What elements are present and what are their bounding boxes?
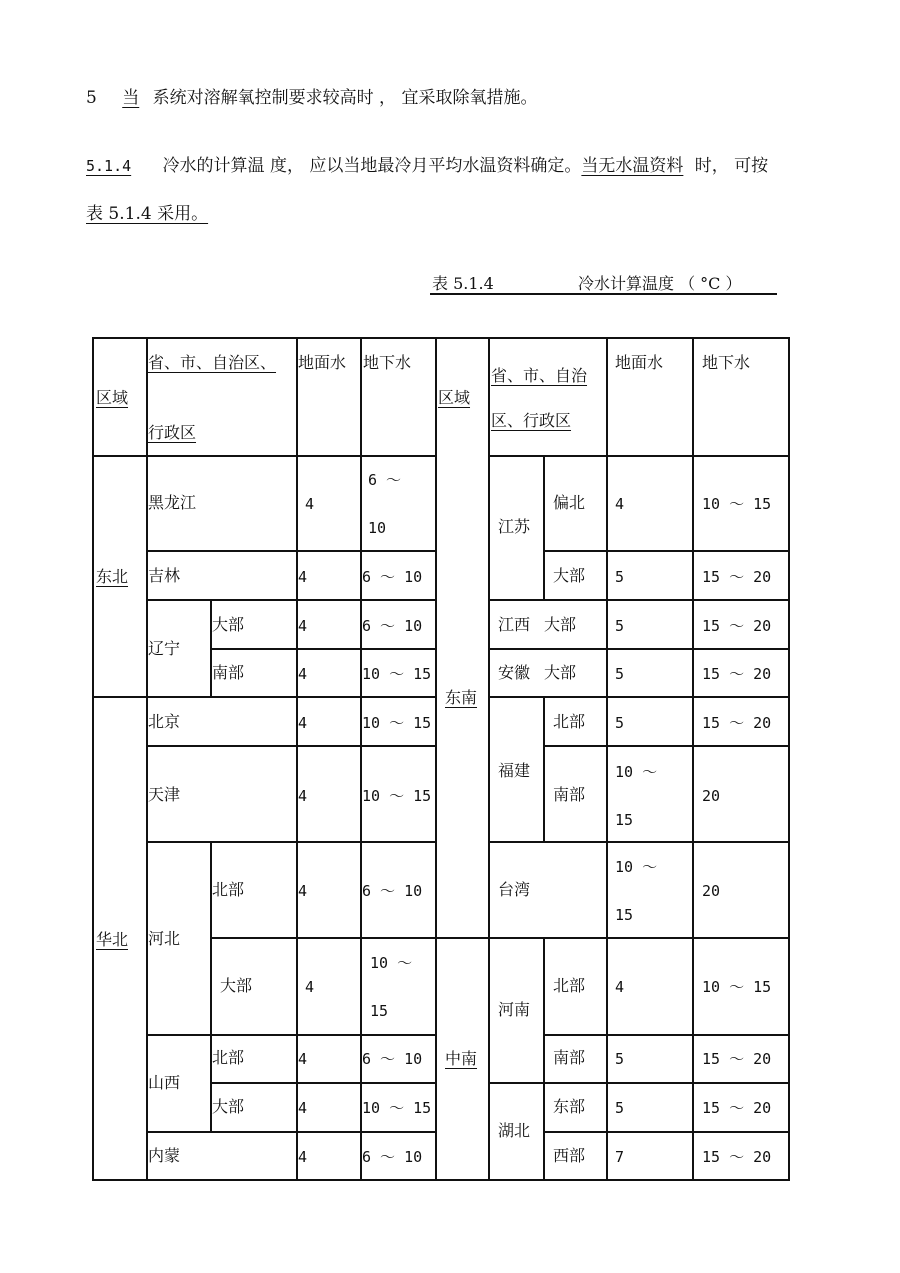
- grid-line: [146, 1034, 436, 1036]
- sub-hubei-xibu: 西部: [553, 1146, 586, 1165]
- ground-jiangxi: 15 ～ 20: [702, 617, 772, 635]
- grid-line: [92, 455, 436, 457]
- surface-fujian-nanbu-2: 15: [615, 811, 634, 829]
- grid-line: [488, 455, 790, 457]
- grid-line: [146, 338, 148, 1180]
- province-hebei: 河北: [148, 929, 181, 948]
- surface-jiangsu-dabu: 5: [615, 568, 625, 586]
- header-region-right: 区域: [438, 388, 471, 407]
- ground-henan-nanbu: 15 ～ 20: [702, 1050, 772, 1068]
- province-heilongjiang: 黑龙江: [148, 493, 197, 512]
- province-taiwan: 台湾: [498, 880, 531, 899]
- header-province-left-line2: 行政区: [148, 423, 197, 442]
- table-caption: [430, 271, 777, 295]
- grid-line: [146, 745, 436, 747]
- sub-liaoning-dabu: 大部: [212, 615, 245, 634]
- province-hubei: 湖北: [498, 1121, 531, 1140]
- surface-liaoning-dabu: 4: [298, 617, 308, 635]
- clause-text-2: 时， 可按: [694, 156, 769, 176]
- grid-line: [146, 841, 436, 843]
- ground-jiangsu-dabu: 15 ～ 20: [702, 568, 772, 586]
- grid-line: [210, 648, 436, 650]
- surface-beijing: 4: [298, 714, 308, 732]
- header-province-right-line1: 省、市、自治: [491, 366, 588, 385]
- sub-fujian-beibu: 北部: [553, 712, 586, 731]
- grid-line: [543, 1034, 790, 1036]
- sub-fujian-nanbu: 南部: [553, 785, 586, 804]
- grid-line: [543, 1131, 790, 1133]
- grid-line: [488, 1082, 790, 1084]
- sub-jiangsu-pianbei: 偏北: [553, 493, 586, 512]
- header-province-left-line1: 省、市、自治区、: [148, 353, 277, 372]
- sub-hebei-dabu: 大部: [220, 976, 253, 995]
- item-5: [86, 88, 537, 108]
- surface-jilin: 4: [298, 568, 308, 586]
- surface-fujian-nanbu-1: 10 ～: [615, 763, 658, 781]
- grid-line: [436, 937, 790, 939]
- province-tianjin: 天津: [148, 785, 181, 804]
- province-jiangxi: 江西: [498, 615, 531, 634]
- sub-shanxi-dabu: 大部: [212, 1097, 245, 1116]
- province-henan: 河南: [498, 1000, 531, 1019]
- ground-neimeng: 6 ～ 10: [362, 1148, 423, 1166]
- surface-henan-nanbu: 5: [615, 1050, 625, 1068]
- province-liaoning: 辽宁: [148, 639, 181, 658]
- grid-line: [488, 648, 790, 650]
- item-5-number: 5: [86, 88, 97, 108]
- surface-hebei-dabu: 4: [305, 978, 315, 996]
- surface-hebei-beibu: 4: [298, 882, 308, 900]
- caption-label: 表 5.1.4: [432, 274, 494, 293]
- grid-line: [210, 937, 436, 939]
- surface-taiwan-1: 10 ～: [615, 858, 658, 876]
- ground-hebei-beibu: 6 ～ 10: [362, 882, 423, 900]
- sub-henan-nanbu: 南部: [553, 1048, 586, 1067]
- province-shanxi: 山西: [148, 1073, 181, 1092]
- surface-henan-beibu: 4: [615, 978, 625, 996]
- grid-line: [543, 456, 545, 600]
- surface-shanxi-dabu: 4: [298, 1099, 308, 1117]
- ground-hubei-dongbu: 15 ～ 20: [702, 1099, 772, 1117]
- ground-liaoning-dabu: 6 ～ 10: [362, 617, 423, 635]
- sub-liaoning-nanbu: 南部: [212, 663, 245, 682]
- header-region-left: 区域: [96, 388, 129, 407]
- grid-line: [692, 338, 694, 1180]
- surface-anhui: 5: [615, 665, 625, 683]
- grid-line: [92, 696, 436, 698]
- grid-line: [488, 599, 790, 601]
- clause-line-2: 表 5.1.4 采用。: [86, 204, 209, 224]
- clause-5-1-4: [86, 156, 768, 176]
- grid-line: [543, 938, 545, 1180]
- grid-line: [146, 1131, 436, 1133]
- ground-hebei-dabu-2: 15: [370, 1002, 389, 1020]
- ground-jiangsu-pianbei: 10 ～ 15: [702, 495, 772, 513]
- temperature-table: [92, 337, 790, 1181]
- clause-link[interactable]: 当无水温资料: [581, 156, 684, 176]
- grid-line: [435, 338, 437, 1180]
- surface-tianjin: 4: [298, 787, 308, 805]
- item-5-text: 系统对溶解氧控制要求较高时 ， 宜采取除氧措施。: [152, 88, 538, 108]
- sub-hebei-beibu: 北部: [212, 880, 245, 899]
- surface-shanxi-beibu: 4: [298, 1050, 308, 1068]
- province-jilin: 吉林: [148, 566, 181, 585]
- clause-number: 5.1.4: [86, 157, 132, 175]
- surface-hubei-dongbu: 5: [615, 1099, 625, 1117]
- ground-jilin: 6 ～ 10: [362, 568, 423, 586]
- province-neimeng: 内蒙: [148, 1146, 181, 1165]
- ground-tianjin: 10 ～ 15: [362, 787, 432, 805]
- grid-line: [488, 696, 790, 698]
- ground-henan-beibu: 10 ～ 15: [702, 978, 772, 996]
- ground-heilongjiang-1: 6 ～: [368, 471, 402, 489]
- grid-line: [488, 338, 490, 1180]
- caption-title: 冷水计算温度 （ °C ）: [578, 274, 742, 293]
- surface-jiangsu-pianbei: 4: [615, 495, 625, 513]
- ground-fujian-nanbu: 20: [702, 787, 721, 805]
- sub-hubei-dongbu: 东部: [553, 1097, 586, 1116]
- surface-heilongjiang: 4: [305, 495, 315, 513]
- province-fujian: 福建: [498, 761, 531, 780]
- surface-fujian-beibu: 5: [615, 714, 625, 732]
- header-surface-left: 地面水: [298, 353, 347, 372]
- surface-jiangxi: 5: [615, 617, 625, 635]
- clause-text: 冷水的计算温 度， 应以当地最冷月平均水温资料确定。: [162, 156, 582, 176]
- region-zhongnan: 中南: [445, 1049, 478, 1068]
- grid-line: [543, 745, 790, 747]
- ground-shanxi-beibu: 6 ～ 10: [362, 1050, 423, 1068]
- sub-shanxi-beibu: 北部: [212, 1048, 245, 1067]
- province-beijing: 北京: [148, 712, 181, 731]
- surface-liaoning-nanbu: 4: [298, 665, 308, 683]
- ground-hebei-dabu-1: 10 ～: [370, 954, 413, 972]
- surface-taiwan-2: 15: [615, 906, 634, 924]
- ground-heilongjiang-2: 10: [368, 519, 387, 537]
- ground-anhui: 15 ～ 20: [702, 665, 772, 683]
- ground-beijing: 10 ～ 15: [362, 714, 432, 732]
- item-5-lead: 当: [122, 88, 140, 108]
- ground-shanxi-dabu: 10 ～ 15: [362, 1099, 432, 1117]
- grid-line: [488, 841, 790, 843]
- ground-hubei-xibu: 15 ～ 20: [702, 1148, 772, 1166]
- sub-anhui-dabu: 大部: [544, 663, 577, 682]
- region-dongbei: 东北: [96, 567, 129, 586]
- region-dongnan: 东南: [445, 688, 478, 707]
- sub-henan-beibu: 北部: [553, 976, 586, 995]
- grid-line: [146, 599, 436, 601]
- grid-line: [606, 338, 608, 1180]
- province-anhui: 安徽: [498, 663, 531, 682]
- surface-hubei-xibu: 7: [615, 1148, 625, 1166]
- ground-liaoning-nanbu: 10 ～ 15: [362, 665, 432, 683]
- sub-jiangxi-dabu: 大部: [544, 615, 577, 634]
- grid-line: [210, 1082, 436, 1084]
- grid-line: [543, 550, 790, 552]
- province-jiangsu: 江苏: [498, 517, 531, 536]
- header-ground-right: 地下水: [702, 353, 751, 372]
- ground-fujian-beibu: 15 ～ 20: [702, 714, 772, 732]
- grid-line: [146, 550, 436, 552]
- grid-line: [210, 842, 212, 1036]
- sub-jiangsu-dabu: 大部: [553, 566, 586, 585]
- header-province-right-line2: 区、行政区: [491, 411, 572, 430]
- grid-line: [543, 697, 545, 842]
- surface-neimeng: 4: [298, 1148, 308, 1166]
- header-ground-left: 地下水: [363, 353, 412, 372]
- header-surface-right: 地面水: [615, 353, 664, 372]
- ground-taiwan: 20: [702, 882, 721, 900]
- region-huabei: 华北: [96, 930, 129, 949]
